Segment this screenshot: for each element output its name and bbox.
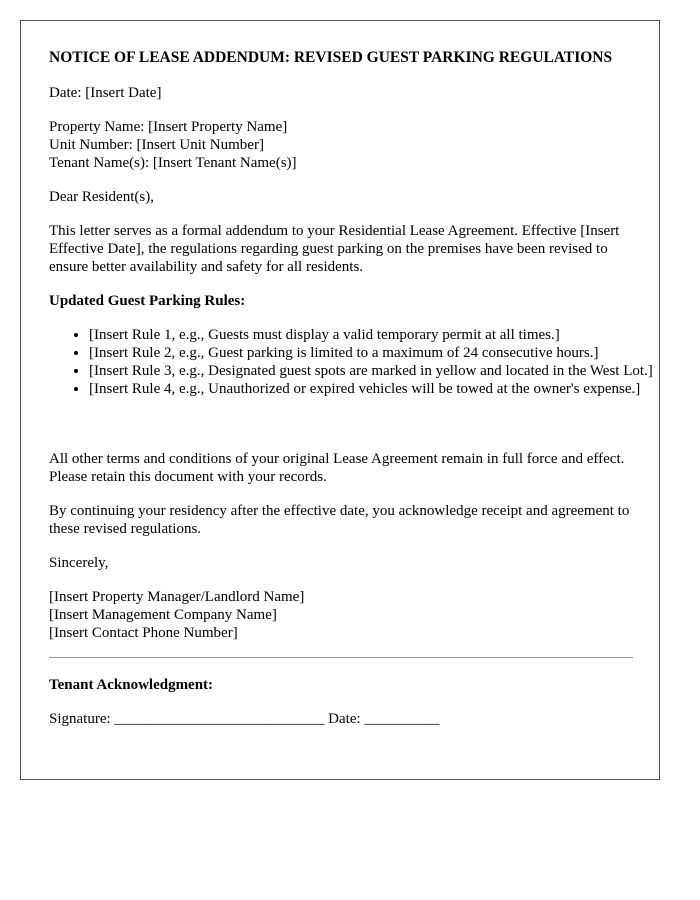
- signatory-name: [Insert Property Manager/Landlord Name]: [49, 589, 305, 605]
- divider: [49, 657, 633, 658]
- unit-number: Unit Number: [Insert Unit Number]: [49, 137, 264, 153]
- list-item: • [Insert Rule 2, e.g., Guest parking is limited to a maximum of 24 consecutive hours.]: [89, 344, 661, 362]
- rules-heading: Updated Guest Parking Rules:: [49, 293, 246, 309]
- salutation: Dear Resident(s),: [49, 189, 154, 205]
- closing: Sincerely,: [49, 555, 109, 571]
- signatory-company: [Insert Management Company Name]: [49, 607, 277, 623]
- property-info: [49, 118, 297, 172]
- list-item: • [Insert Rule 4, e.g., Unauthorized or expired vehicles will be towed at the owner's expense.]: [89, 380, 661, 398]
- list-item: • [Insert Rule 1, e.g., Guests must display a valid temporary permit at all times.]: [89, 326, 661, 344]
- property-name: Property Name: [Insert Property Name]: [49, 119, 288, 135]
- signature-line: Signature: ____________________________ Date: __________: [49, 711, 440, 727]
- rules-list: [49, 326, 661, 398]
- document-title: NOTICE OF LEASE ADDENDUM: REVISED GUEST PARKING REGULATIONS: [49, 49, 613, 66]
- list-item: • [Insert Rule 3, e.g., Designated guest spots are marked in yellow and located in the West Lot.]: [89, 362, 661, 380]
- terms-paragraph: All other terms and conditions of your original Lease Agreement remain in full force and effect. Please retain this document with your records.: [49, 451, 625, 485]
- tenant-names: Tenant Name(s): [Insert Tenant Name(s)]: [49, 155, 297, 171]
- signatory-phone: [Insert Contact Phone Number]: [49, 625, 238, 641]
- signatory-block: [49, 588, 304, 642]
- ack-heading: Tenant Acknowledgment:: [49, 677, 214, 693]
- date-line: Date: [Insert Date]: [49, 85, 162, 101]
- document-page: [20, 20, 660, 780]
- acknowledge-paragraph: By continuing your residency after the effective date, you acknowledge receipt and agreement to these revised regulations.: [49, 503, 630, 537]
- intro-paragraph: This letter serves as a formal addendum to your Residential Lease Agreement. Effective [Insert Effective Date], the regulations regarding guest parking on the premises have been revised to ensure better availability and safety for all residents.: [49, 223, 620, 275]
